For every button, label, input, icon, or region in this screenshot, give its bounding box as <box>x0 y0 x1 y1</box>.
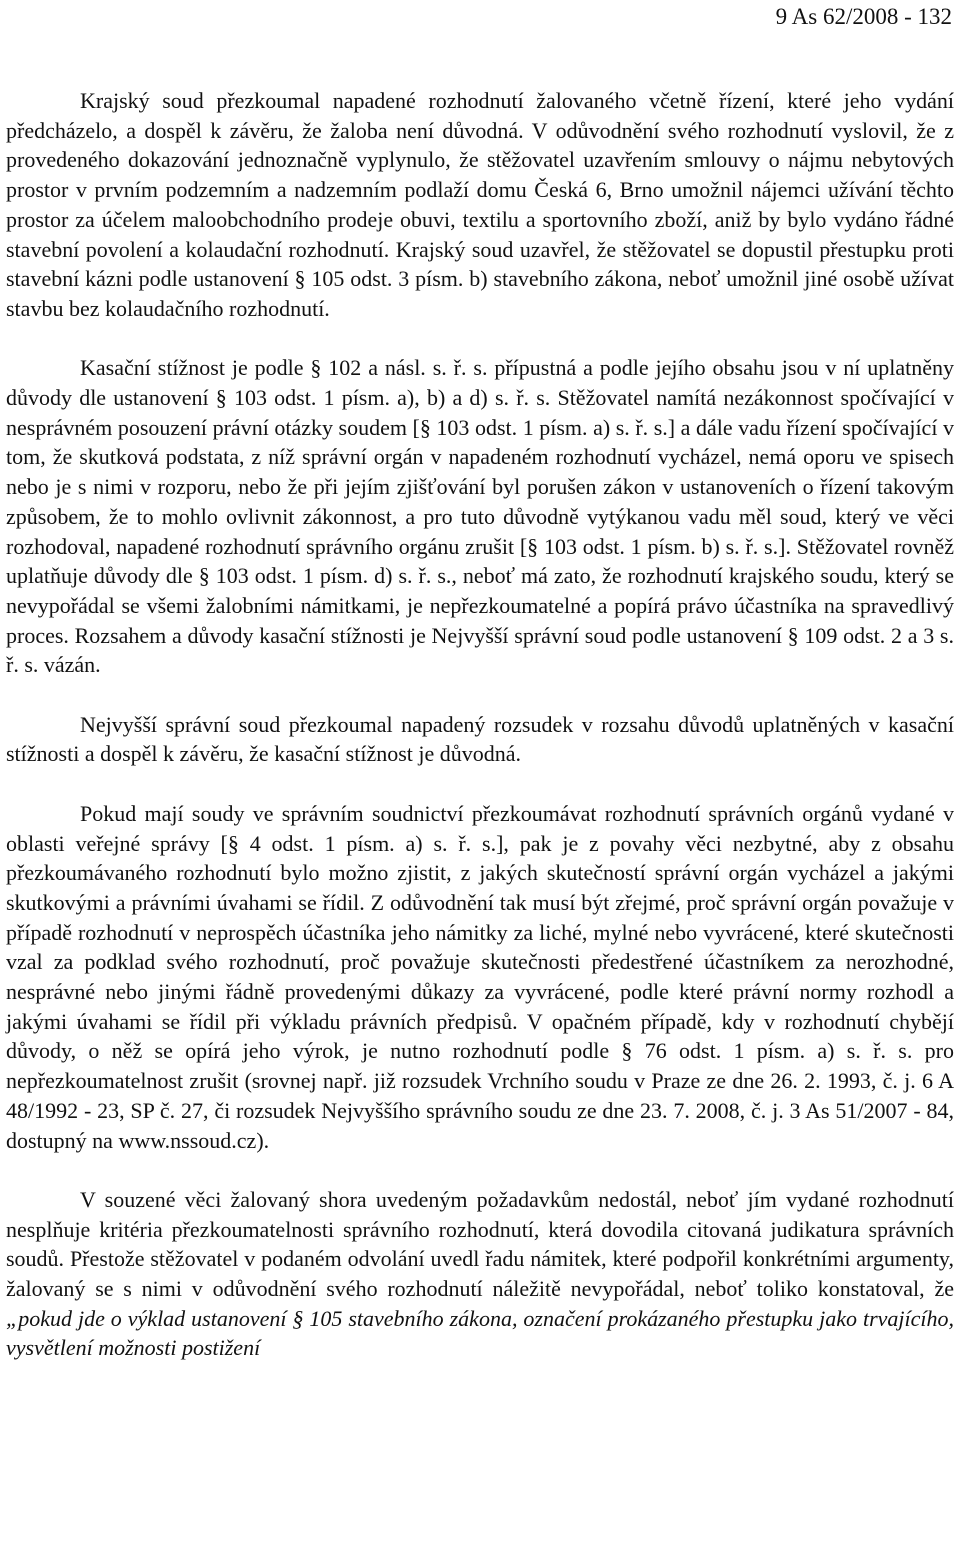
paragraph-gap <box>6 324 954 354</box>
paragraph-gap <box>6 1155 954 1185</box>
paragraph-1: Krajský soud přezkoumal napadené rozhodnutí žalovaného včetně řízení, které jeho vydání předcházelo, a dospěl k závěru, že žaloba není důvodná. V odůvodnění svého rozhodnutí vyslovil, že z provedeného dokazování jednoznačně vyplynulo, že stěžovatel uzavřením smlouvy o nájmu nebytových prostor v prvním podzemním a nadzemním podlaží domu Česká 6, Brno umožnil nájemci užívání těchto prostor za účelem maloobchodního prodeje obuvi, textilu a sportovního zboží, aniž by bylo vydáno řádné stavební povolení a kolaudační rozhodnutí. Krajský soud uzavřel, že stěžovatel se dopustil přestupku proti stavební kázni podle ustanovení § 105 odst. 3 písm. b) stavebního zákona, neboť umožnil jiné osobě užívat stavbu bez kolaudačního rozhodnutí. <box>6 88 954 321</box>
paragraph-4: Pokud mají soudy ve správním soudnictví přezkoumávat rozhodnutí správních orgánů vydané v oblasti veřejné správy [§ 4 odst. 1 písm. a) s. ř. s.], pak je z povahy věci nezbytné, aby z obsahu přezkoumávaného rozhodnutí bylo možno zjistit, z jakých skutečností správní orgán vycházel a jakými skutkovými a právními úvahami se řídil. Z odůvodnění tak musí být zřejmé, proč správní orgán považuje v případě rozhodnutí v neprospěch účastníka jeho námitky za liché, mylné nebo vyvrácené, které skutečnosti vzal za podklad svého rozhodnutí, proč považuje skutečnosti předestřené účastníkem za nerozhodné, nesprávné nebo jinými řádně provedenými důkazy za vyvrácené, podle které právní normy rozhodl a jakými úvahami se řídil při výkladu právních předpisů. V opačném případě, kdy v rozhodnutí chybějí důvody, o něž se opírá jeho výrok, je nutno rozhodnutí podle § 76 odst. 1 písm. a) s. ř. s. pro nepřezkoumatelnost zrušit (srovnej např. již rozsudek Vrchního soudu v Praze ze dne 26. 2. 1993, č. j. 6 A 48/1992 - 23, SP č. 27, či rozsudek Nejvyššího správního soudu ze dne 23. 7. 2008, č. j. 3 As 51/2007 - 84, dostupný na www.nssoud.cz). <box>6 800 954 1153</box>
paragraph-gap <box>6 680 954 710</box>
paragraph-gap <box>6 769 954 799</box>
paragraph-5-container <box>6 1185 954 1363</box>
paragraph-5 <box>6 1185 954 1363</box>
paragraph-3: Nejvyšší správní soud přezkoumal napadený rozsudek v rozsahu důvodů uplatněných v kasační stížnosti a dospěl k závěru, že kasační stížnost je důvodná. <box>6 711 954 767</box>
page-header-case-number: 9 As 62/2008 - 132 <box>775 4 952 29</box>
paragraph-5-text: V souzené věci žalovaný shora uvedeným požadavkům nedostál, neboť jím vydané rozhodnutí nesplňuje kritéria přezkoumatelnosti správního rozhodnutí, která dovodila citovaná judikatura správních soudů. Přestože stěžovatel v podaném odvolání uvedl řadu námitek, které podpořil konkrétními argumenty, žalovaný se s nimi v odůvodnění svého rozhodnutí náležitě nevypořádal, neboť toliko konstatoval, že <box>6 1186 954 1302</box>
paragraph-5-quote: „pokud jde o výklad ustanovení § 105 stavebního zákona, označení prokázaného přestupku jako trvajícího, vysvětlení možnosti postižení <box>6 1305 954 1361</box>
paragraph-2: Kasační stížnost je podle § 102 a násl. s. ř. s. přípustná a podle jejího obsahu jsou v ní uplatněny důvody dle ustanovení § 103 odst. 1 písm. a), b) a d) s. ř. s. Stěžovatel namítá nezákonnost spočívající v nesprávném posouzení právní otázky soudem [§ 103 odst. 1 písm. a) s. ř. s.] a dále vadu řízení spočívající v tom, že skutková podstata, z níž správní orgán v napadeném rozhodnutí vycházel, nemá oporu ve spisech nebo je s nimi v rozporu, nebo že při jejím zjišťování byl porušen zákon v ustanoveních o řízení takovým způsobem, že to mohlo ovlivnit zákonnost, a pro tuto důvodně vytýkanou vadu měl soud, který ve věci rozhodoval, napadené rozhodnutí správního orgánu zrušit [§ 103 odst. 1 písm. b) s. ř. s.]. Stěžovatel rovněž uplatňuje důvody dle § 103 odst. 1 písm. d) s. ř. s., neboť má zato, že rozhodnutí krajského soudu, který se nevypořádal se všemi žalobními námitkami, je nepřezkoumatelné a popírá právo účastníka na spravedlivý proces. Rozsahem a důvody kasační stížnosti je Nejvyšší správní soud podle ustanovení § 109 odst. 2 a 3 s. ř. s. vázán. <box>6 355 954 678</box>
document-body <box>6 86 954 1363</box>
